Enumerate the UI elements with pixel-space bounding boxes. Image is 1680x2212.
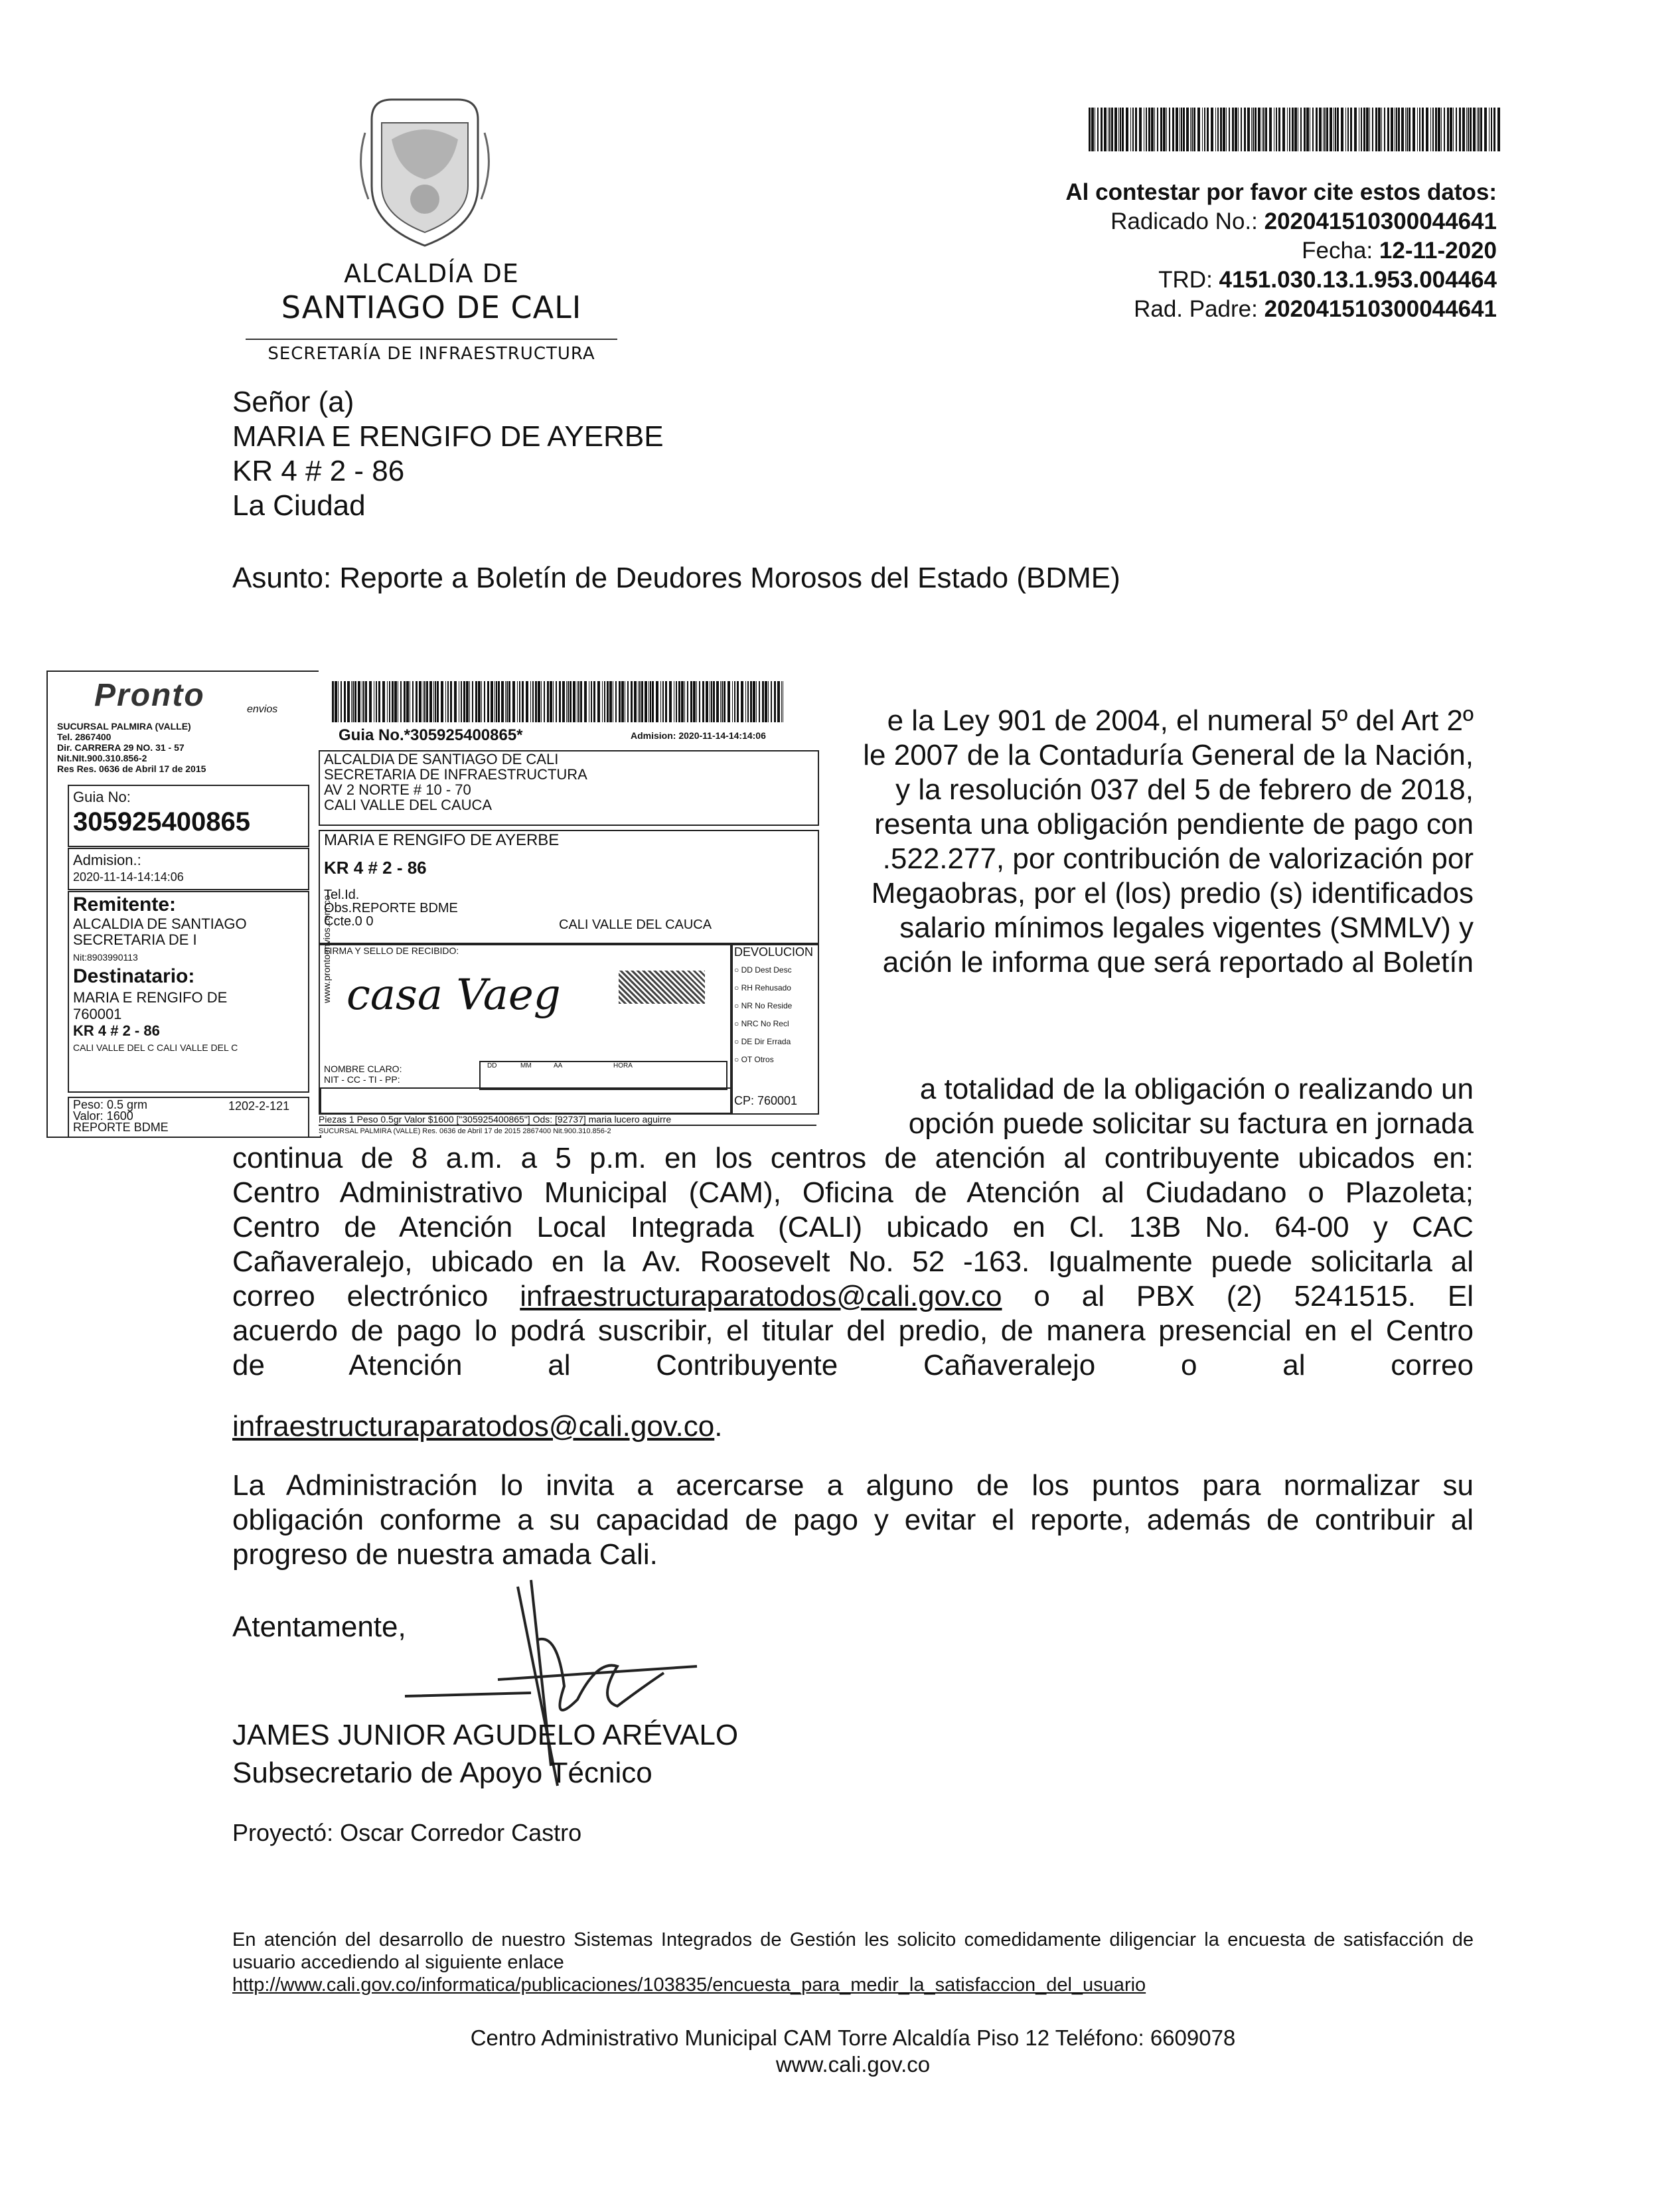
date-time-grid: DD MM AA HORA	[479, 1061, 727, 1090]
label-sender-box: ALCALDIA DE SANTIAGO DE CALI SECRETARIA DE INFRAESTRUCTURA AV 2 NORTE # 10 - 70 CALI VALLE DEL CAUCA	[319, 750, 819, 826]
cite-title: Al contestar por favor cite estos datos:	[1065, 179, 1497, 205]
devolucion-option[interactable]: ○ DD Dest Desc	[734, 965, 792, 975]
postal-code: CP: 760001	[734, 1094, 798, 1107]
reference-block	[1065, 178, 1497, 324]
document-barcode	[1089, 108, 1500, 151]
salutation: Señor (a)	[232, 386, 354, 418]
label-dest-box: MARIA E RENGIFO DE AYERBE KR 4 # 2 - 86 Tel.Id. Obs.REPORTE BDME Ccte.0 0 CALI VALLE DEL CAUCA	[319, 830, 819, 945]
devolucion-box: DEVOLUCION ○ DD Dest Desc ○ RH Rehusado ○ NR No Reside ○ NRC No Recl ○ DE Dir Errada ○ OT Otros CP: 760001	[730, 943, 819, 1115]
label-footer-1: Piezas 1 Peso 0.5gr Valor $1600 ["305925400865"] Ods: [92737] maria lucero aguirre	[319, 1114, 816, 1126]
shipping-barcode	[332, 681, 783, 722]
recipient-city: La Ciudad	[232, 489, 366, 522]
signer-name: JAMES JUNIOR AGUDELO ARÉVALO	[232, 1719, 739, 1751]
fecha-row: Fecha: 12-11-2020	[1302, 238, 1497, 264]
subject-line: Asunto: Reporte a Boletín de Deudores Morosos del Estado (BDME)	[232, 562, 1120, 594]
handwritten-receipt-note: casa Vaeg	[346, 971, 561, 1020]
signature-bottom-row	[320, 1087, 731, 1114]
body-fragment-2: a totalidad de la obligación o realizando un opción puede solicitar su factura en jornada	[908, 1073, 1474, 1140]
courier-branch-info: SUCURSAL PALMIRA (VALLE) Tel. 2867400 Dir. CARRERA 29 NO. 31 - 57 Nit.NIt.900.310.856-2 Res Res. 0636 de Abril 17 de 2015	[57, 721, 206, 774]
org-name-line2: SANTIAGO DE CALI	[281, 289, 582, 325]
org-name-line1: ALCALDÍA DE	[344, 259, 519, 288]
devolucion-option[interactable]: ○ NRC No Recl	[734, 1019, 789, 1028]
footer-address-block: Centro Administrativo Municipal CAM Torre Alcaldía Piso 12 Teléfono: 6609078 www.cali.gov.co	[232, 2025, 1474, 2078]
email-link-1[interactable]: infraestructuraparatodos@cali.gov.co	[520, 1280, 1002, 1312]
stub-guia-box: Guia No: 305925400865	[68, 785, 309, 847]
body-paragraph-2-last: progreso de nuestra amada Cali.	[232, 1538, 658, 1571]
devolucion-option[interactable]: ○ DE Dir Errada	[734, 1037, 791, 1046]
stub-parties-box: Remitente: ALCALDIA DE SANTIAGO SECRETARIA DE I Nit:8903990113 Destinatario: MARIA E RENGIFO DE 760001 KR 4 # 2 - 86 CALI VALLE DEL C CALI VALLE DEL C	[68, 891, 309, 1093]
org-secretariat: SECRETARÍA DE INFRAESTRUCTURA	[246, 339, 617, 364]
radicado-row: Radicado No.: 202041510300044641	[1110, 208, 1497, 234]
recipient-name: MARIA E RENGIFO DE AYERBE	[232, 420, 664, 453]
stamp-scribble	[619, 971, 705, 1004]
label-guia-number: Guia No.*305925400865*	[339, 726, 523, 744]
survey-link[interactable]: http://www.cali.gov.co/informatica/publicaciones/103835/encuesta_para_medir_la_satisfaccion_del_usuario	[232, 1974, 1146, 1996]
devolucion-options	[734, 961, 792, 1069]
projected-by: Proyectó: Oscar Corredor Castro	[232, 1819, 582, 1846]
email-link-2[interactable]: infraestructuraparatodos@cali.gov.co	[232, 1410, 715, 1443]
body-fragment-1: e la Ley 901 de 2004, el numeral 5º del Art 2º le 2007 de la Contaduría General de la Nación, y la resolución 037 del 5 de febrero de 2018, resenta una obligación pendiente de pago con .522.277, por contribución de valorización por Megaobras, por el (los) predio (s) identificados salario mínimos legales vigentes (SMMLV) y ación le informa que será reportado al Boletín	[863, 704, 1474, 979]
recipient-address: KR 4 # 2 - 86	[232, 455, 405, 487]
footer-website[interactable]: www.cali.gov.co	[775, 2052, 931, 2077]
body-paragraph-2: La Administración lo invita a acercarse a alguno de los puntos para normalizar su obligación conforme a su capacidad de pago y evitar el reporte, además de contribuir al	[232, 1469, 1474, 1536]
stub-admision-box: Admision.: 2020-11-14-14:14:06	[68, 848, 309, 890]
trd-row: TRD: 4151.030.13.1.953.004464	[1158, 267, 1497, 293]
label-signature-box: FIRMA Y SELLO DE RECIBIDO: casa Vaeg NOMBRE CLARO: NIT - CC - TI - PP: DD MM AA HORA	[319, 943, 733, 1115]
city-crest-logo	[352, 93, 498, 252]
courier-brand: Pronto	[94, 678, 205, 713]
devolucion-option[interactable]: ○ RH Rehusado	[734, 983, 791, 992]
label-admision: Admision: 2020-11-14-14:14:06	[631, 730, 766, 741]
recipient-block	[232, 385, 664, 523]
devolucion-option[interactable]: ○ NR No Reside	[734, 1001, 793, 1010]
shipping-label-main	[319, 671, 823, 1135]
farewell: Atentamente,	[232, 1611, 406, 1643]
label-side-text: www.prontoenvios.com.co	[321, 895, 332, 1004]
signer-title: Subsecretario de Apoyo Técnico	[232, 1757, 652, 1789]
rad-padre-row: Rad. Padre: 202041510300044641	[1134, 296, 1497, 322]
courier-brand-sub: envios	[247, 704, 278, 715]
stub-guia-number: 305925400865	[73, 807, 250, 836]
shipping-label-stub	[46, 671, 321, 1138]
stub-weight-box: Peso: 0.5 grm Valor: 1600 REPORTE BDME 1202-2-121	[68, 1097, 309, 1138]
devolucion-option[interactable]: ○ OT Otros	[734, 1055, 774, 1064]
survey-note: En atención del desarrollo de nuestro Sistemas Integrados de Gestión les solicito comedidamente diligenciar la encuesta de satisfacción de usuario accediendo al siguiente enlace http://www.cali.gov.co/informatica/publicaciones/103835/encuesta_para_medir_la_satisfaccion_del_usuario	[232, 1929, 1474, 1996]
body-paragraph-1: continua de 8 a.m. a 5 p.m. en los centros de atención al contribuyente ubicados en: Centro Administrativo Municipal (CAM), Oficina de Atención al Ciudadano o Plazoleta; Centro de Atención Local Integrada (CALI) ubicado en Cl. 13B No. 64-00 y CAC Cañaveralejo, ubicado en la Av. Roosevelt No. 52 -163. Igualmente puede solicitarla al correo electrónico infraestructuraparatodos@cali.gov.co o al PBX (2) 5241515. El acuerdo de pago lo podrá suscribir, el titular del predio, de manera presencial en el Centro de Atención al Contribuyente Cañaveralejo o al correo	[232, 1142, 1474, 1382]
email-line-2: infraestructuraparatodos@cali.gov.co.	[232, 1410, 723, 1443]
label-footer-2: SUCURSAL PALMIRA (VALLE) Res. 0636 de Abril 17 de 2015 2867400 Nit.900.310.856-2	[319, 1127, 611, 1135]
